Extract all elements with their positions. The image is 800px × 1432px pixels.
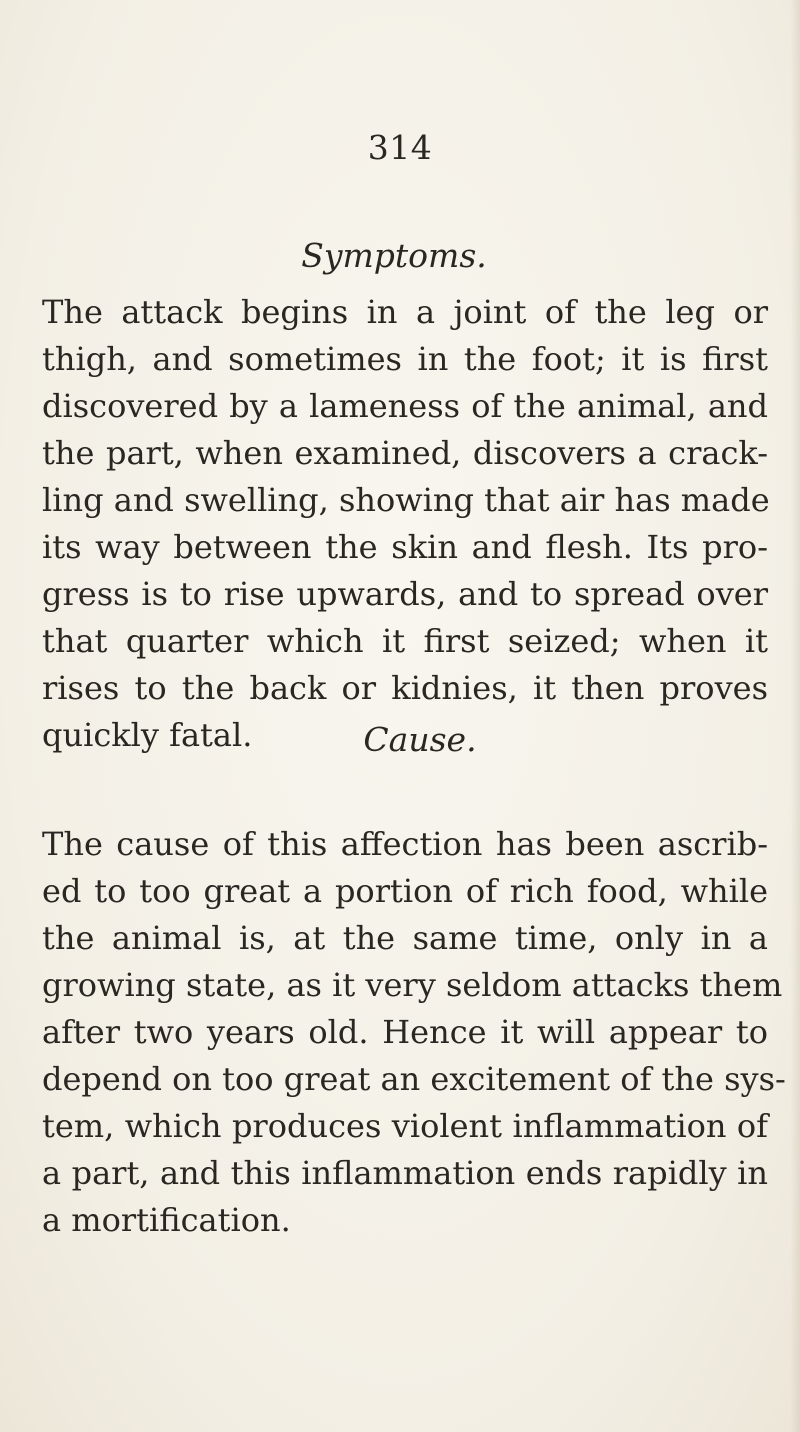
text-line: The attack begins in a joint of the leg or — [42, 293, 768, 331]
text-line: thigh, and sometimes in the foot; it is first — [42, 340, 768, 378]
text-line: its way between the skin and flesh. Its pro- — [42, 528, 768, 566]
text-line: growing state, as it very seldom attacks them — [42, 966, 783, 1004]
text-line: ling and swelling, showing that air has made — [42, 481, 770, 519]
text-line: the part, when examined, discovers a crack- — [42, 434, 768, 472]
text-line: a part, and this inflammation ends rapidly in — [42, 1154, 768, 1192]
section-heading-symptoms: Symptoms. — [301, 236, 487, 275]
text-line: rises to the back or kidnies, it then proves — [42, 669, 768, 707]
text-line: gress is to rise upwards, and to spread over — [42, 575, 768, 613]
section-heading-cause: Cause. — [363, 720, 477, 759]
text-line: a mortification. — [42, 1201, 291, 1239]
text-line: that quarter which it first seized; when it — [42, 622, 768, 660]
text-line: quickly fatal. — [42, 716, 253, 754]
page-edge-shadow — [790, 0, 800, 1432]
text-line: after two years old. Hence it will appear to — [42, 1013, 768, 1051]
text-line: the animal is, at the same time, only in a — [42, 919, 768, 957]
text-line: tem, which produces violent inflammation of — [42, 1107, 768, 1145]
text-line: discovered by a lameness of the animal, and — [42, 387, 768, 425]
text-line: ed to too great a portion of rich food, while — [42, 872, 768, 910]
text-line: depend on too great an excitement of the sys- — [42, 1060, 786, 1098]
page-number: 314 — [367, 128, 433, 167]
text-line: The cause of this affection has been ascrib- — [42, 825, 768, 863]
